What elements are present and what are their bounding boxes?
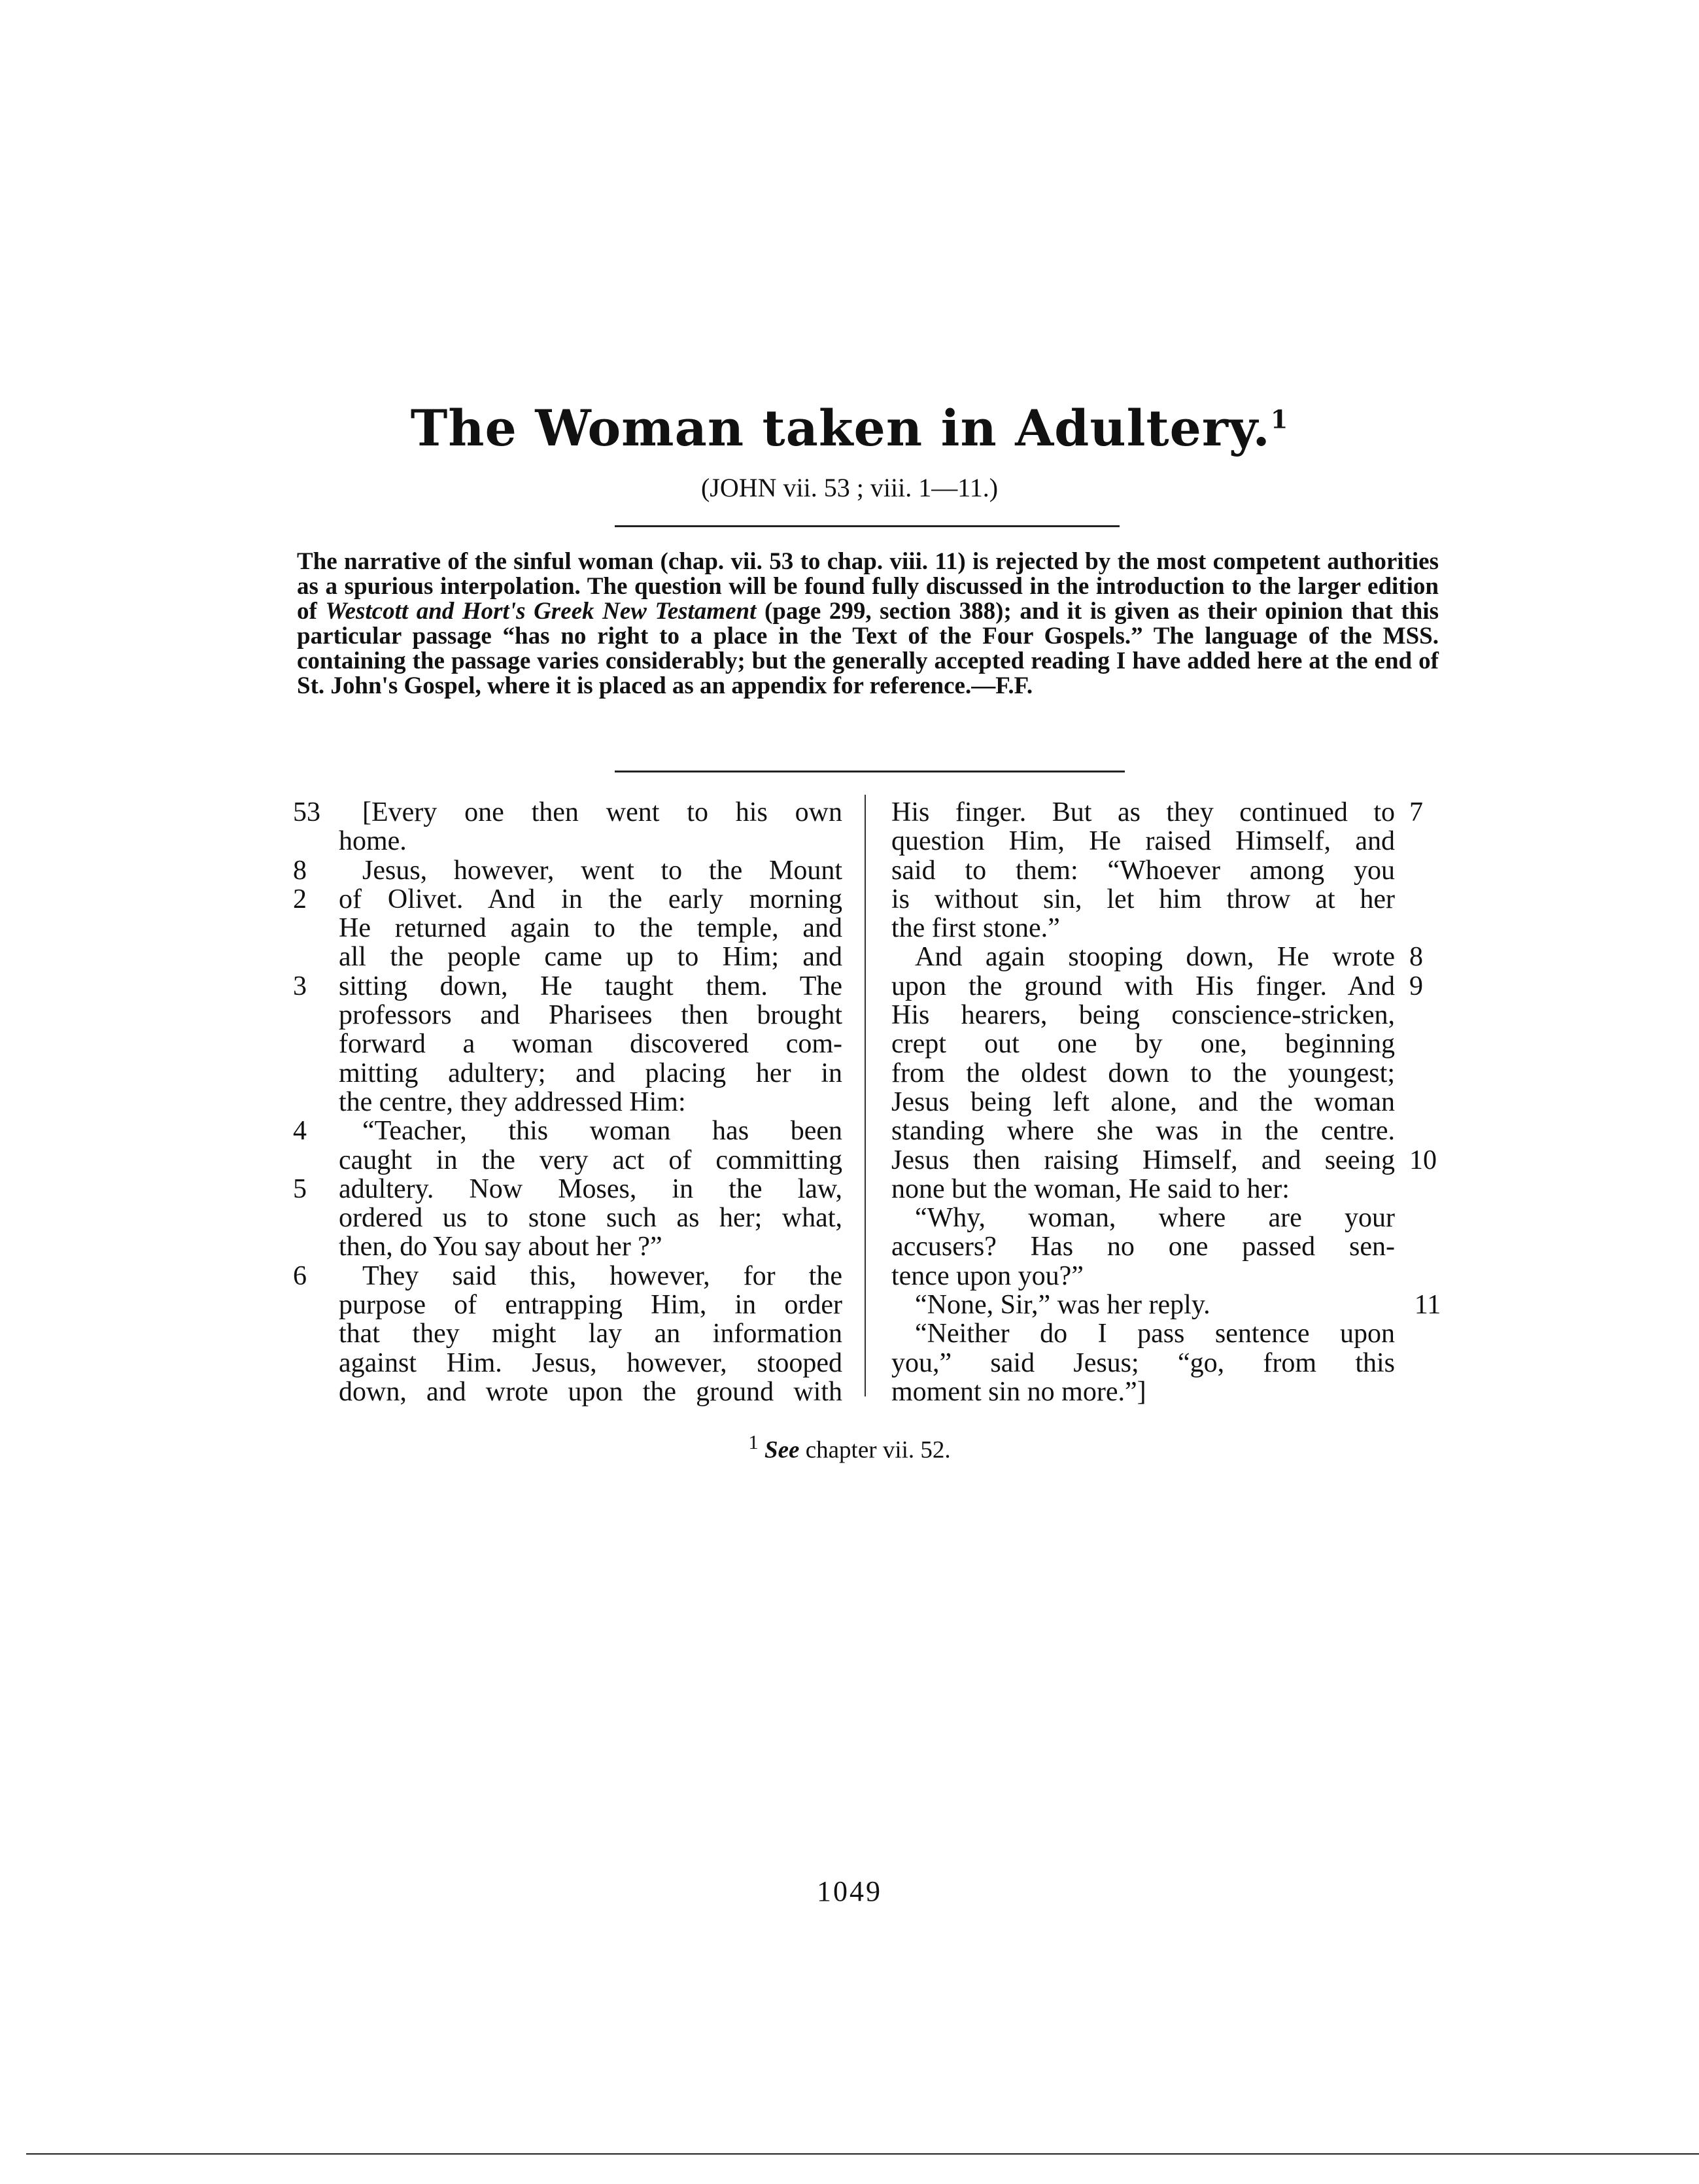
verse-number: 11 [1414, 1290, 1441, 1321]
verse-text: [Every one then went to his own [362, 797, 842, 827]
verse-line [891, 1030, 1395, 1058]
verse-line [293, 971, 842, 1001]
verse-line [293, 797, 842, 827]
verse-line [293, 884, 842, 914]
verse-text: Jesus being left alone, and the woman [891, 1086, 1395, 1117]
verse-line [891, 1145, 1437, 1175]
title-footnote-mark: 1 [1270, 404, 1289, 434]
intro-text-2: (page 299, section 388); and it is given as their opinion that this particular passage “has no right to a place in the Text of the Four Gospels.” The language of the MSS. containing the passage varies considerably; but the generally accepted reading I have added here at the end of St. John's Gospel, where it is placed as an appendix for reference.—F.F. [297, 598, 1439, 699]
verse-number: 7 [1409, 797, 1423, 827]
verse-line [339, 1146, 842, 1175]
verse-line [891, 827, 1395, 856]
top-divider [615, 525, 1120, 527]
verse-text: They said this, however, for the [362, 1260, 842, 1291]
verse-text: the first stone.” [891, 913, 1060, 944]
verse-text: that they might lay an information [339, 1319, 842, 1349]
verse-number: 10 [1409, 1145, 1437, 1175]
verse-text: question Him, He raised Himself, and [891, 826, 1395, 857]
verse-text: ordered us to stone such as her; what, [339, 1203, 842, 1234]
verse-line [891, 1349, 1395, 1378]
verse-text: professors and Pharisees then brought [339, 1000, 842, 1031]
verse-number: 9 [1409, 971, 1423, 1001]
verse-text: upon the ground with His finger. And [891, 971, 1395, 1001]
verse-text: none but the woman, He said to her: [891, 1173, 1290, 1204]
verse-text: tence upon you?” [891, 1260, 1084, 1291]
verse-text: standing where she was in the centre. [891, 1116, 1395, 1147]
left-text-column [293, 797, 842, 1407]
verse-text: Jesus then raising Himself, and seeing [891, 1145, 1395, 1175]
verse-text: moment sin no more.”] [891, 1376, 1146, 1407]
verse-line [339, 1088, 842, 1117]
middle-divider [615, 771, 1125, 772]
verse-text: purpose of entrapping Him, in order [339, 1290, 842, 1321]
verse-line [891, 1319, 1395, 1348]
verse-text: crept out one by one, beginning [891, 1029, 1395, 1060]
page-number: 1049 [817, 1875, 882, 1907]
verse-text: accusers? Has no one passed sen- [891, 1232, 1395, 1262]
verse-number: 53 [293, 797, 320, 827]
page-title [0, 399, 1699, 457]
introductory-note [297, 549, 1439, 699]
verse-line [891, 1204, 1395, 1232]
footnote-text: chapter vii. 52. [799, 1436, 951, 1464]
verse-text: the centre, they addressed Him: [339, 1086, 686, 1117]
verse-text: adultery. Now Moses, in the law, [339, 1173, 842, 1204]
verse-line [891, 1378, 1395, 1406]
verse-text: Jesus, however, went to the Mount [362, 855, 842, 886]
verse-text: against Him. Jesus, however, stooped [339, 1347, 842, 1378]
verse-line [339, 1059, 842, 1088]
verse-line [293, 1173, 842, 1204]
bottom-scan-line [26, 2153, 1699, 2155]
column-divider [865, 795, 866, 1396]
scripture-reference: (JOHN vii. 53 ; viii. 1—11.) [700, 473, 999, 502]
verse-line [891, 1232, 1395, 1261]
verse-line [339, 1319, 842, 1348]
verse-text: His hearers, being conscience-stricken, [891, 1000, 1395, 1031]
footnote-mark: 1 [748, 1431, 759, 1453]
verse-line [339, 943, 842, 971]
title-text: The Woman taken in Adultery. [410, 399, 1271, 457]
intro-text-1: of the sinful woman (chap. vii. 53 to chap. viii. 11) is rejected by the most competent authorities as a spurious interpolation. The question will be found fully discussed in the introduction to the larger edition of [297, 548, 1439, 625]
verse-text: And again stooping down, He wrote [915, 942, 1395, 973]
verse-line [891, 1059, 1395, 1088]
verse-text: “Teacher, this woman has been [362, 1116, 842, 1147]
intro-book-title: Westcott and Hort's Greek New Testament [325, 598, 757, 625]
verse-line [339, 914, 842, 943]
verse-line [339, 1378, 842, 1406]
verse-line [891, 1175, 1395, 1204]
verse-line [339, 1001, 842, 1030]
verse-line [891, 1117, 1395, 1145]
verse-number: 6 [293, 1260, 307, 1291]
verse-text: home. [339, 826, 407, 857]
verse-line [891, 1290, 1441, 1321]
verse-text: from the oldest down to the youngest; [891, 1058, 1395, 1088]
verse-text: is without sin, let him throw at her [891, 884, 1395, 914]
verse-line [339, 1349, 842, 1378]
verse-text: sitting down, He taught them. The [339, 971, 842, 1001]
verse-number: 2 [293, 884, 307, 914]
verse-line [339, 827, 842, 856]
verse-text: all the people came up to Him; and [339, 942, 842, 973]
verse-text: you,” said Jesus; “go, from this [891, 1347, 1395, 1378]
verse-text: then, do You say about her ?” [339, 1232, 662, 1262]
verse-text: of Olivet. And in the early morning [339, 884, 842, 914]
verse-number: 8 [293, 855, 307, 886]
verse-text: caught in the very act of committing [339, 1145, 842, 1175]
verse-line [339, 1232, 842, 1261]
verse-number: 4 [293, 1116, 307, 1147]
verse-line [339, 1291, 842, 1319]
verse-line [891, 1088, 1395, 1117]
verse-line [891, 797, 1423, 827]
verse-line [293, 855, 842, 886]
verse-line [891, 971, 1423, 1001]
footnote-see: See [764, 1436, 800, 1464]
verse-line [293, 1260, 842, 1291]
verse-line [891, 914, 1395, 943]
right-text-column [891, 797, 1441, 1407]
verse-line [891, 1262, 1395, 1291]
verse-line [891, 942, 1423, 973]
verse-text: mitting adultery; and placing her in [339, 1058, 842, 1088]
verse-line [891, 856, 1395, 885]
verse-text: “Neither do I pass sentence upon [915, 1319, 1395, 1349]
verse-text: His finger. But as they continued to [891, 797, 1395, 827]
verse-number: 5 [293, 1173, 307, 1204]
verse-line [891, 1001, 1395, 1030]
verse-number: 8 [1409, 942, 1423, 973]
verse-line [339, 1030, 842, 1058]
verse-text: He returned again to the temple, and [339, 913, 842, 944]
footnote [0, 1431, 1699, 1464]
verse-number: 3 [293, 971, 307, 1001]
verse-text: “None, Sir,” was her reply. [915, 1290, 1210, 1321]
verse-text: said to them: “Whoever among you [891, 855, 1395, 886]
verse-text: “Why, woman, where are your [915, 1203, 1395, 1234]
intro-lead: The narrative [297, 548, 441, 575]
verse-text: down, and wrote upon the ground with [339, 1376, 842, 1407]
verse-line [339, 1204, 842, 1232]
verse-line [891, 885, 1395, 914]
verse-text: forward a woman discovered com- [339, 1029, 842, 1060]
verse-line [293, 1116, 842, 1147]
